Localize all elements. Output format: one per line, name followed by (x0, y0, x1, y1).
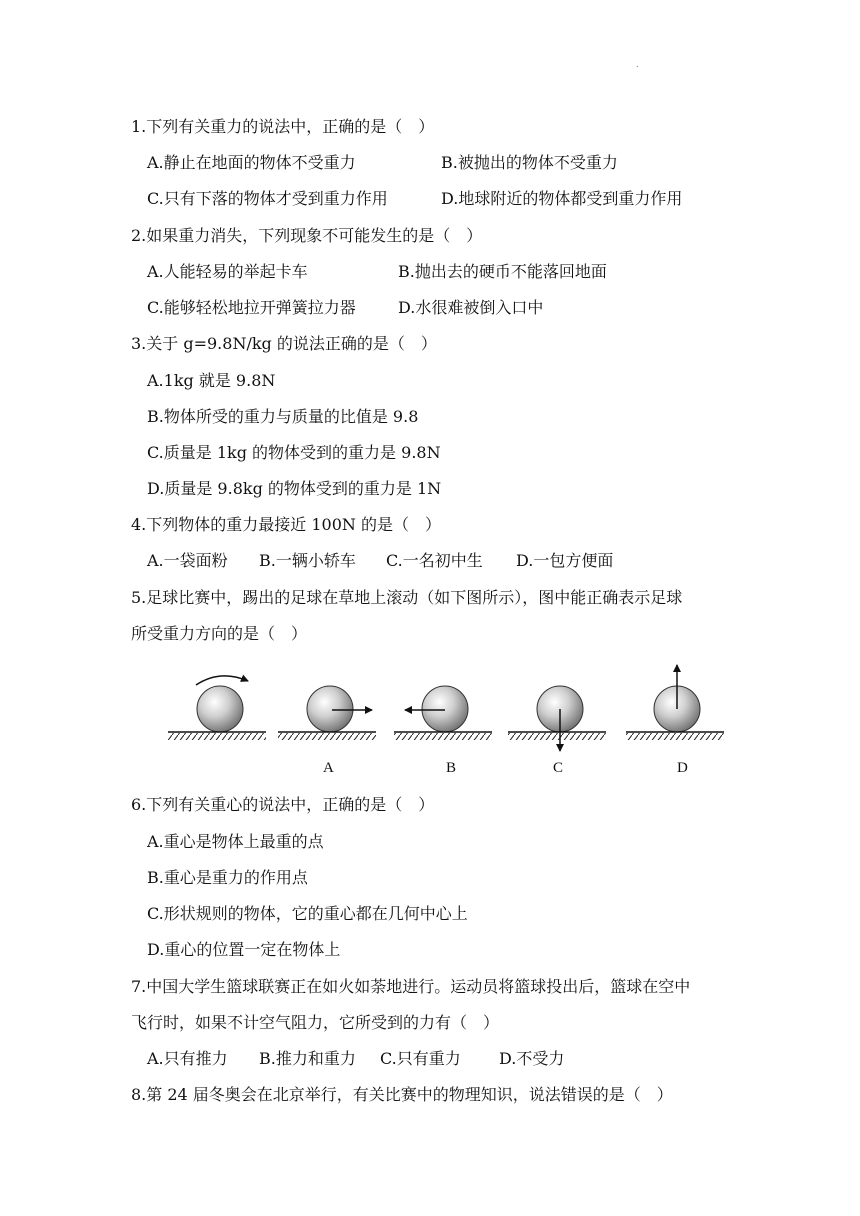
scene-b (394, 686, 492, 740)
question-7-stem-line-2: 飞行时，如果不计空气阻力，它所受到的力有（ ） (131, 1013, 500, 1032)
question-2-option-c: C.能够轻松地拉开弹簧拉力器 (147, 298, 356, 317)
question-1-option-a: A.静止在地面的物体不受重力 (147, 153, 356, 172)
question-2-option-a: A.人能轻易的举起卡车 (147, 262, 308, 281)
question-2-option-b: B.抛出去的硬币不能落回地面 (398, 262, 607, 281)
rolling-arrow-icon (196, 676, 248, 685)
question-1-stem: 1.下列有关重力的说法中，正确的是（ ） (131, 117, 435, 136)
question-5-stem-line-1: 5.足球比赛中，踢出的足球在草地上滚动（如下图所示），图中能正确表示足球 (131, 588, 683, 607)
scene-a (278, 686, 376, 740)
question-6-option-a: A.重心是物体上最重的点 (147, 832, 324, 851)
figure-label-d: D (677, 760, 688, 776)
question-6-option-b: B.重心是重力的作用点 (147, 868, 308, 887)
ground-hatch (278, 733, 376, 740)
ground-hatch (168, 733, 266, 740)
question-4-option-b: B.一辆小轿车 (259, 551, 356, 570)
question-3-stem: 3.关于 g=9.8N/kg 的说法正确的是（ ） (131, 334, 437, 353)
ground-hatch (508, 733, 606, 740)
question-2-stem: 2.如果重力消失，下列现象不可能发生的是（ ） (131, 226, 483, 245)
football (422, 686, 468, 732)
question-6-stem: 6.下列有关重心的说法中，正确的是（ ） (131, 795, 435, 814)
question-6-option-d: D.重心的位置一定在物体上 (147, 940, 341, 959)
question-7-option-c: C.只有重力 (380, 1049, 461, 1068)
question-4-option-d: D.一包方便面 (516, 551, 614, 570)
question-6-option-c: C.形状规则的物体，它的重心都在几何中心上 (147, 904, 468, 923)
question-4-option-a: A.一袋面粉 (147, 551, 228, 570)
ground-hatch (394, 733, 492, 740)
question-8-stem: 8.第 24 届冬奥会在北京举行，有关比赛中的物理知识，说法错误的是（ ） (131, 1085, 673, 1104)
question-3-option-b: B.物体所受的重力与质量的比值是 9.8 (147, 407, 419, 426)
figure-label-c: C (553, 760, 564, 776)
question-5-stem-line-2: 所受重力方向的是（ ） (131, 624, 308, 643)
question-3-option-a: A.1kg 就是 9.8N (147, 371, 276, 390)
question-3-option-d: D.质量是 9.8kg 的物体受到的重力是 1N (147, 479, 442, 498)
figure-label-b: B (446, 760, 457, 776)
figure-label-a: A (323, 760, 334, 776)
question-3-option-c: C.质量是 1kg 的物体受到的重力是 9.8N (147, 443, 441, 462)
question-1-option-c: C.只有下落的物体才受到重力作用 (147, 189, 388, 208)
question-1-option-b: B.被抛出的物体不受重力 (441, 153, 618, 172)
question-7-stem-line-1: 7.中国大学生篮球联赛正在如火如荼地进行。运动员将篮球投出后，篮球在空中 (131, 977, 691, 996)
question-7-option-d: D.不受力 (499, 1049, 565, 1068)
question-1-option-d: D.地球附近的物体都受到重力作用 (441, 189, 683, 208)
scene-d (626, 665, 724, 740)
question-4-option-c: C.一名初中生 (386, 551, 483, 570)
football (307, 686, 353, 732)
scene-c (508, 686, 606, 751)
ground-hatch (626, 733, 724, 740)
page-mark: . (636, 60, 639, 69)
football-gravity-figure-d (620, 655, 730, 755)
scene-original (168, 676, 266, 740)
question-2-option-d: D.水很难被倒入口中 (398, 298, 544, 317)
question-7-option-b: B.推力和重力 (259, 1049, 356, 1068)
football-gravity-figure (160, 655, 620, 755)
question-4-stem: 4.下列物体的重力最接近 100N 的是（ ） (131, 515, 441, 534)
football (197, 686, 243, 732)
question-7-option-a: A.只有推力 (147, 1049, 228, 1068)
